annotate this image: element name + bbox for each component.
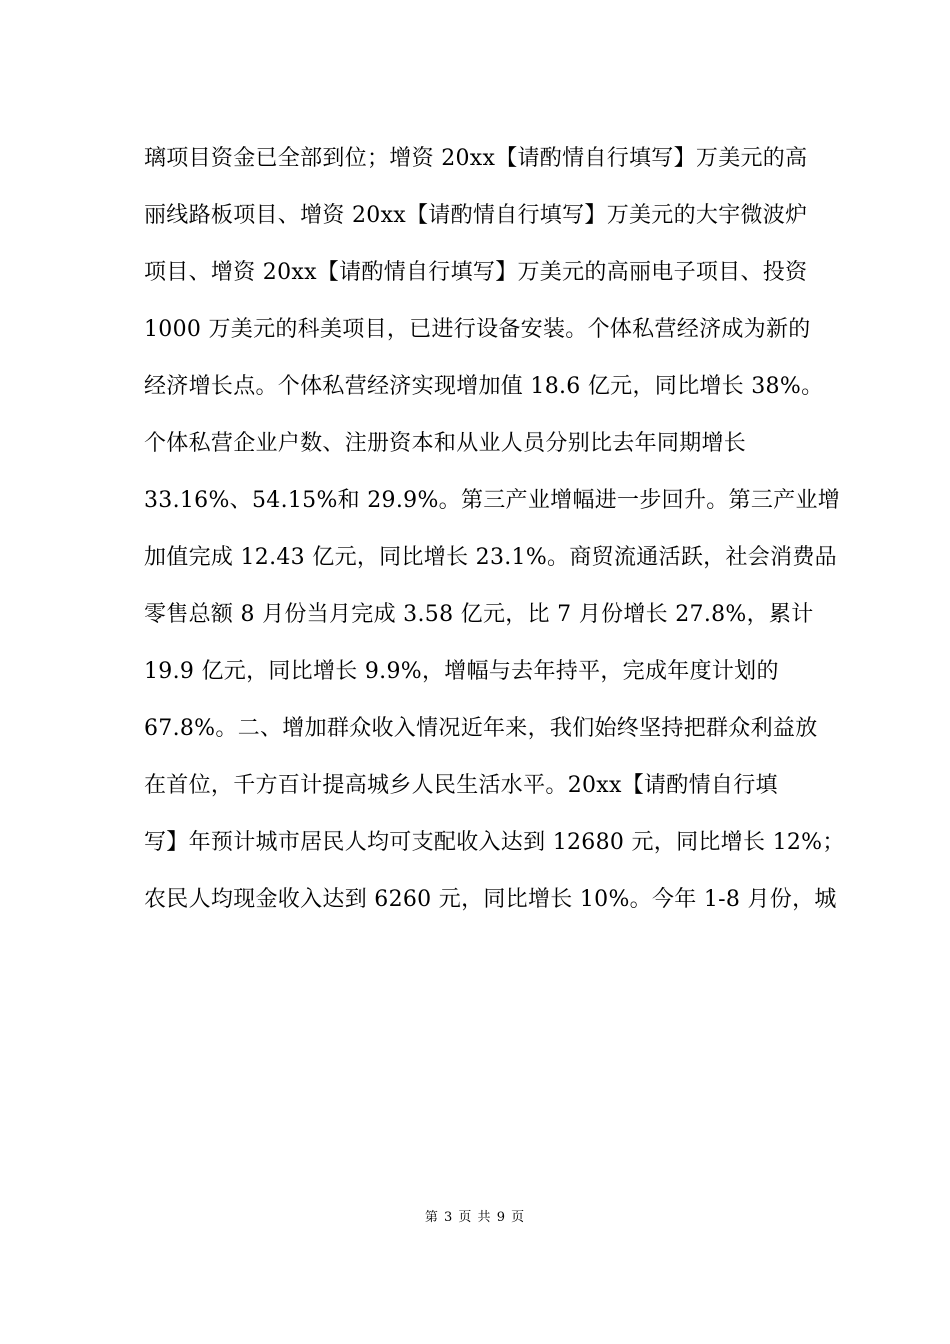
text-line: 项目、增资 20xx【请酌情自行填写】万美元的高丽电子项目、投资	[144, 260, 808, 285]
text-line: 在首位，千方百计提高城乡人民生活水平。20xx【请酌情自行填	[144, 773, 778, 798]
body-text	[144, 130, 845, 928]
text-line: 零售总额 8 月份当月完成 3.58 亿元，比 7 月份增长 27.8%，累计	[144, 602, 814, 627]
text-line: 加值完成 12.43 亿元，同比增长 23.1%。商贸流通活跃，社会消费品	[144, 545, 837, 570]
text-line: 丽线路板项目、增资 20xx【请酌情自行填写】万美元的大宇微波炉	[144, 203, 808, 228]
text-line: 璃项目资金已全部到位；增资 20xx【请酌情自行填写】万美元的高	[144, 146, 808, 171]
text-line: 19.9 亿元，同比增长 9.9%，增幅与去年持平，完成年度计划的	[144, 659, 779, 684]
text-line: 1000 万美元的科美项目，已进行设备安装。个体私营经济成为新的	[144, 317, 811, 342]
text-line: 写】年预计城市居民人均可支配收入达到 12680 元，同比增长 12%；	[144, 830, 845, 855]
text-line: 农民人均现金收入达到 6260 元，同比增长 10%。今年 1-8 月份，城	[144, 887, 837, 912]
text-line: 个体私营企业户数、注册资本和从业人员分别比去年同期增长	[144, 431, 747, 456]
text-line: 经济增长点。个体私营经济实现增加值 18.6 亿元，同比增长 38%。	[144, 374, 824, 399]
text-line: 67.8%。二、增加群众收入情况近年来，我们始终坚持把群众利益放	[144, 716, 818, 741]
page-number-footer: 第 3 页 共 9 页	[424, 1210, 526, 1225]
text-line: 33.16%、54.15%和 29.9%。第三产业增幅进一步回升。第三产业增	[144, 488, 841, 513]
